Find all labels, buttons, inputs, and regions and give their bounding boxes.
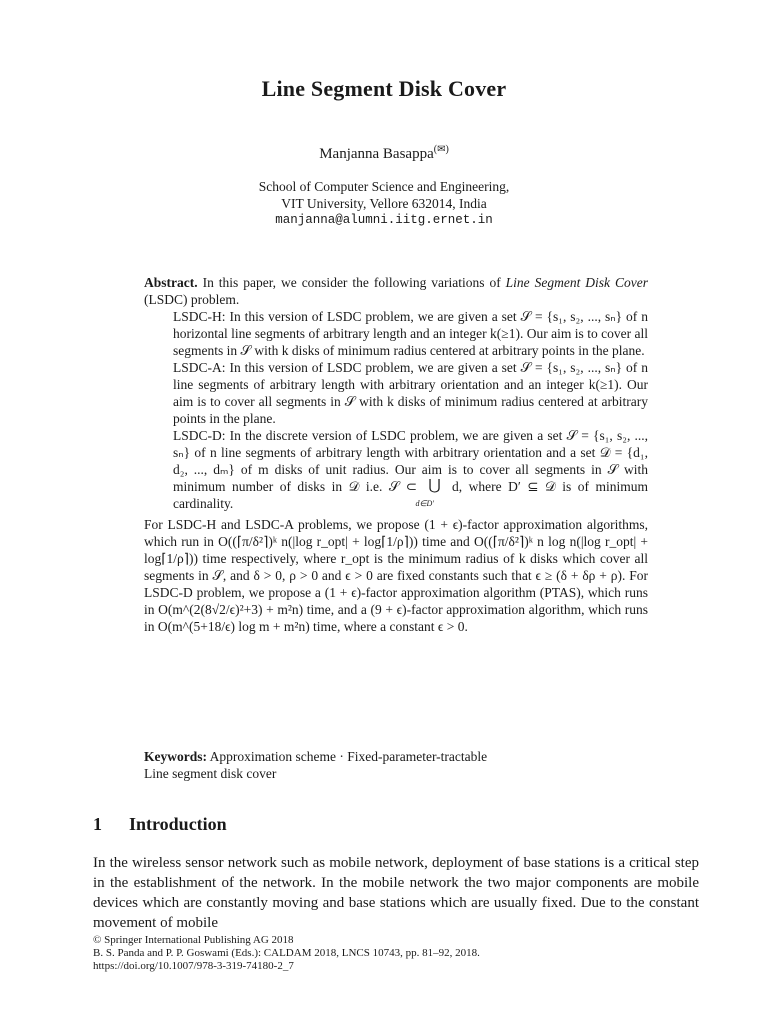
union-symbol-glyph: ⋃ [428, 478, 441, 494]
keywords-list-1: Approximation scheme · Fixed-parameter-tractable [209, 749, 488, 764]
author-email[interactable]: manjanna@alumni.iitg.ernet.in [275, 213, 493, 227]
abstract-intro-italic: Line Segment Disk Cover [505, 275, 648, 290]
paper-title: Line Segment Disk Cover [261, 76, 507, 101]
section-number: 1 [93, 814, 102, 834]
abstract [144, 274, 648, 635]
abstract-label: Abstract. [144, 275, 198, 290]
footer-copyright: © Springer International Publishing AG 2018 [93, 934, 294, 946]
affiliation-line-1: School of Computer Science and Engineering, [258, 179, 510, 194]
keywords [144, 748, 648, 782]
author-name-text: Manjanna Basappa [319, 146, 434, 162]
keywords-list-2: Line segment disk cover [144, 766, 277, 781]
section-heading [93, 814, 227, 835]
footer-doi-link[interactable]: https://doi.org/10.1007/978-3-319-74180-2_7 [93, 960, 294, 972]
author-name [0, 144, 768, 163]
affiliation-line-2: VIT University, Vellore 632014, India [281, 196, 487, 211]
keywords-line-1 [144, 748, 648, 765]
abstract-lsdc-d-b: d, where D′ ⊆ 𝒟 is of minimum cardinality. [173, 479, 648, 511]
affiliation [0, 178, 768, 229]
abstract-lsdc-d [144, 427, 648, 512]
abstract-intro-b: (LSDC) problem. [144, 292, 240, 307]
section-title: Introduction [129, 814, 227, 834]
keywords-label: Keywords: [144, 749, 207, 764]
union-subscript: d∈D′ [415, 499, 435, 508]
abstract-lsdc-d-a: LSDC-D: In the discrete version of LSDC problem, we are given a set 𝒮 = {s₁, s₂, ..., sₙ} of n line segments of arbitrary length with arbitrary orientation and a set 𝒟 = {d₁, d₂, ..., dₘ} of m disks of unit radius. Our aim is to cover all segments in 𝒮 with minimum number of disks in 𝒟 i.e. 𝒮 ⊂ [173, 428, 648, 494]
abstract-intro-a: In this paper, we consider the following variations of [202, 275, 506, 290]
abstract-results: For LSDC-H and LSDC-A problems, we propose (1 + ϵ)-factor approximation algorithms, which run in O((⌈π/δ²⌉)ᵏ n(|log r_opt| + log⌈1/ρ⌉)) time and O((⌈π/δ²⌉)ᵏ n log n(|log r_opt| + log⌈1/ρ⌉)) time respectively, where r_opt is the minimum radius of k disks which cover all segments in 𝒮, and δ > 0, ρ > 0 and ϵ > 0 are fixed constants such that ϵ ≥ (δ + δρ + ρ). For LSDC-D problem, we propose a (1 + ϵ)-factor approximation algorithm (PTAS), which runs in O(m^(2(8√2/ϵ)²+3) + m²n) time, and a (9 + ϵ)-factor approximation algorithm, which runs in O(m^(5+18/ϵ) log m + m²n) time, where a constant ϵ > 0. [144, 517, 648, 634]
introduction-text: In the wireless sensor network such as mobile network, deployment of base stations is a critical step in the establishment of the network. In the mobile network the two major components are mobile devices which are constantly moving and base stations which are usually fixed. Due to the constant movement of mobile [93, 855, 699, 931]
abstract-lsdc-h: LSDC-H: In this version of LSDC problem, we are given a set 𝒮 = {s₁, s₂, ..., sₙ} of n horizontal line segments of arbitrary length and an integer k(≥1). Our aim is to cover all segments in 𝒮 with k disks of minimum radius centered at arbitrary points in the plane. [173, 309, 648, 358]
footer-citation: B. S. Panda and P. P. Goswami (Eds.): CALDAM 2018, LNCS 10743, pp. 81–92, 2018. [93, 947, 480, 959]
abstract-intro [144, 274, 648, 308]
abstract-lsdc-a: LSDC-A: In this version of LSDC problem, we are given a set 𝒮 = {s₁, s₂, ..., sₙ} of n line segments of arbitrary length with arbitrary orientation and an integer k(≥1). Our aim is to cover all segments in 𝒮 with k disks of minimum radius centered at arbitrary points in the plane. [173, 360, 648, 426]
union-symbol [415, 478, 446, 508]
page-footer [93, 934, 699, 973]
corresponding-author-mark: (✉) [433, 144, 449, 155]
